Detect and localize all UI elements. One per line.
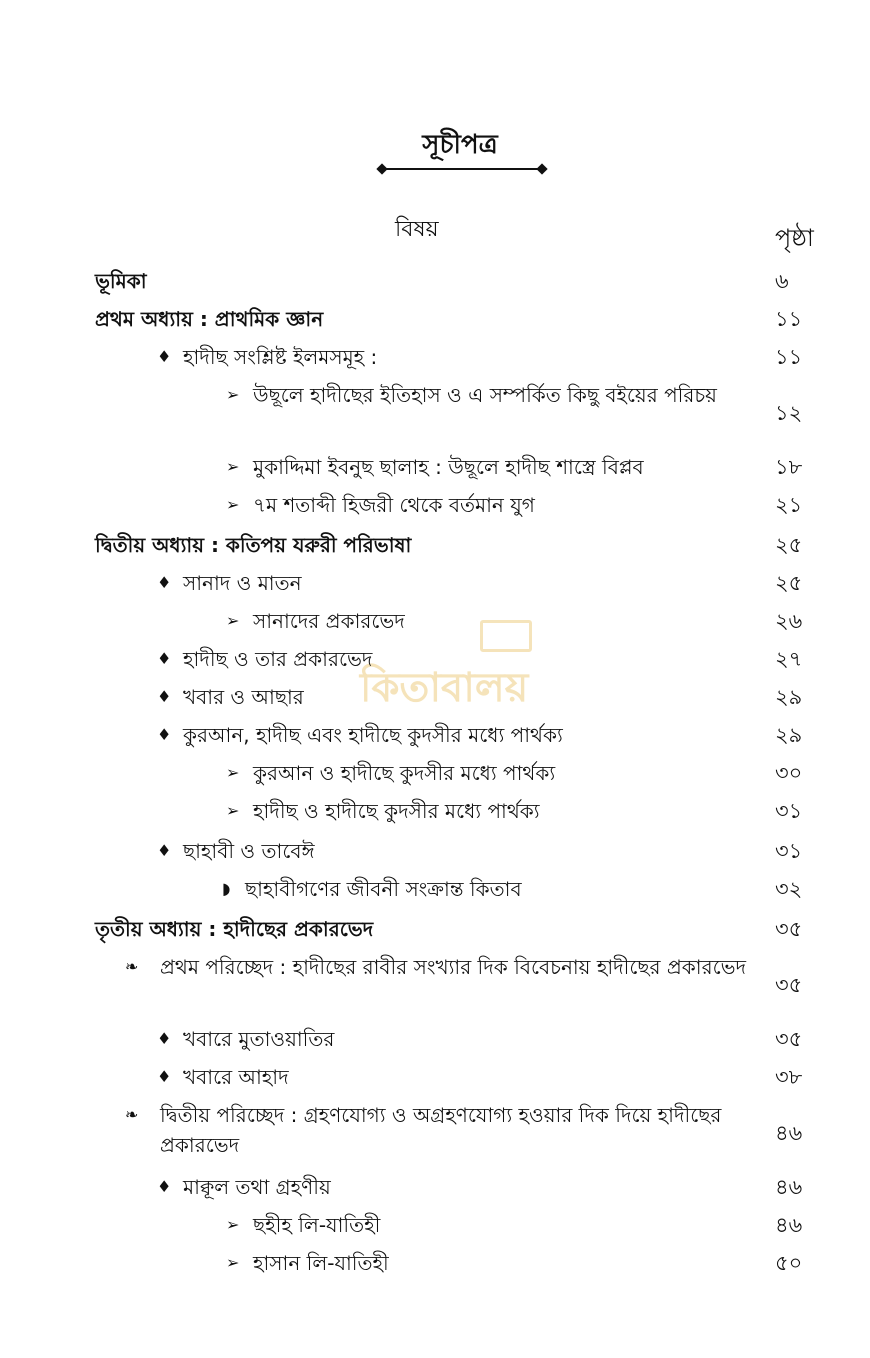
diamond-bullet-icon: ♦ bbox=[157, 1177, 172, 1196]
arrow-bullet-icon: ➢ bbox=[226, 385, 240, 404]
arrow-bullet-icon: ➢ bbox=[226, 1215, 240, 1234]
toc-entry-page: ২৫ bbox=[775, 571, 803, 595]
toc-entry-text: মুকাদ্দিমা ইবনুছ ছালাহ : উছূলে হাদীছ শাস্ত্রে বিপ্লব bbox=[253, 455, 644, 479]
diamond-bullet-icon: ♦ bbox=[157, 841, 172, 860]
page-column-header: পৃষ্ঠা bbox=[775, 224, 814, 252]
toc-entry-page: ১৮ bbox=[775, 455, 803, 479]
arrow-bullet-icon: ➢ bbox=[226, 457, 240, 476]
toc-entry-text: দ্বিতীয় অধ্যায় : কতিপয় যরুরী পরিভাষা bbox=[95, 533, 412, 557]
toc-entry-page: ৩১ bbox=[775, 839, 803, 863]
toc-entry-page: ২৫ bbox=[775, 533, 803, 557]
toc-entry-text: ৭ম শতাব্দী হিজরী থেকে বর্তমান যুগ bbox=[253, 493, 535, 517]
toc-entry-page: ২১ bbox=[775, 493, 803, 517]
toc-entry-page: ৪৬ bbox=[775, 1175, 803, 1199]
diamond-bullet-icon: ♦ bbox=[157, 687, 172, 706]
toc-entry-text: ছাহাবীগণের জীবনী সংক্রান্ত কিতাব bbox=[245, 877, 522, 901]
toc-entry-page: ৩২ bbox=[775, 877, 803, 901]
title-ornament-divider bbox=[382, 168, 542, 170]
toc-entry-page: ১২ bbox=[775, 401, 803, 425]
toc-entry-page: ৩৫ bbox=[775, 1027, 803, 1051]
toc-entry-page: ৩৫ bbox=[775, 917, 803, 941]
toc-entry-page: ৩৮ bbox=[775, 1065, 803, 1089]
toc-entry-page: ২৯ bbox=[775, 685, 803, 709]
toc-entry-text: কুরআন, হাদীছ এবং হাদীছে কুদসীর মধ্যে পার্থক্য bbox=[183, 723, 563, 747]
watermark-text: কিতাবালয় bbox=[360, 665, 529, 711]
book-icon bbox=[480, 620, 532, 652]
toc-entry-text: তৃতীয় অধ্যায় : হাদীছের প্রকারভেদ bbox=[95, 917, 374, 941]
floral-bullet-icon: ❧ bbox=[125, 1105, 139, 1124]
toc-entry-text: ছাহাবী ও তাবেঈ bbox=[183, 839, 315, 863]
toc-entry-text: দ্বিতীয় পরিচ্ছেদ : গ্রহণযোগ্য ও অগ্রহণযোগ্য হওয়ার দিক দিয়ে হাদীছের প্রকারভেদ bbox=[160, 1103, 722, 1157]
toc-entry-page: ৬ bbox=[775, 269, 789, 293]
toc-entry-text: সানাদের প্রকারভেদ bbox=[253, 609, 405, 633]
diamond-bullet-icon: ♦ bbox=[157, 649, 172, 668]
diamond-bullet-icon: ♦ bbox=[157, 573, 172, 592]
arrow-bullet-icon: ➢ bbox=[226, 1253, 240, 1272]
toc-entry-text: হাদীছ ও হাদীছে কুদসীর মধ্যে পার্থক্য bbox=[253, 799, 540, 823]
toc-entry-text: হাসান লি-যাতিহী bbox=[253, 1251, 389, 1275]
toc-entry-text: প্রথম অধ্যায় : প্রাথমিক জ্ঞান bbox=[95, 307, 324, 331]
toc-entry-page: ১১ bbox=[775, 307, 803, 331]
toc-entry-page: ৪৬ bbox=[775, 1213, 803, 1237]
toc-entry-text: ছহীহ লি-যাতিহী bbox=[253, 1213, 381, 1237]
toc-entry-text: খবারে আহাদ bbox=[183, 1065, 289, 1089]
toc-entry-page: ২৯ bbox=[775, 723, 803, 747]
toc-entry-text: খবারে মুতাওয়াতির bbox=[183, 1027, 335, 1051]
toc-entry-text: মাক্বূল তথা গ্রহণীয় bbox=[183, 1175, 331, 1199]
diamond-bullet-icon: ♦ bbox=[157, 1029, 172, 1048]
diamond-bullet-icon: ♦ bbox=[157, 1067, 172, 1086]
toc-entry-text: হাদীছ ও তার প্রকারভেদ bbox=[183, 647, 373, 671]
page-title: সূচীপত্র bbox=[422, 130, 498, 160]
toc-entry-text: খবার ও আছার bbox=[183, 685, 304, 709]
arrow-bullet-icon: ➢ bbox=[226, 801, 240, 820]
toc-entry-page: ২৭ bbox=[775, 647, 803, 671]
toc-entry-text: সানাদ ও মাতন bbox=[183, 571, 302, 595]
arrow-bullet-icon: ➢ bbox=[226, 611, 240, 630]
toc-entry-text: কুরআন ও হাদীছে কুদসীর মধ্যে পার্থক্য bbox=[253, 761, 556, 785]
subject-column-header: বিষয় bbox=[395, 217, 439, 242]
toc-entry-page: ৩১ bbox=[775, 799, 803, 823]
diamond-bullet-icon: ♦ bbox=[157, 725, 172, 744]
toc-entry-text: উছূলে হাদীছের ইতিহাস ও এ সম্পর্কিত কিছু বইয়ের পরিচয় bbox=[253, 383, 717, 407]
diamond-bullet-icon: ♦ bbox=[157, 347, 172, 366]
arrow-bullet-icon: ➢ bbox=[226, 495, 240, 514]
toc-entry-text: ভূমিকা bbox=[95, 269, 147, 293]
toc-entry-page: ৩০ bbox=[775, 761, 803, 785]
arrow-bullet-icon: ➢ bbox=[226, 763, 240, 782]
toc-entry-page: ৫০ bbox=[775, 1251, 803, 1275]
toc-entry-page: ১১ bbox=[775, 345, 803, 369]
half-circle-bullet-icon: ◗ bbox=[222, 879, 231, 898]
toc-entry-text: হাদীছ সংশ্লিষ্ট ইলমসমূহ : bbox=[183, 345, 378, 369]
toc-entry-page: ৪৬ bbox=[775, 1121, 803, 1145]
toc-entry-page: ২৬ bbox=[775, 609, 803, 633]
floral-bullet-icon: ❧ bbox=[125, 957, 139, 976]
toc-entry-text: প্রথম পরিচ্ছেদ : হাদীছের রাবীর সংখ্যার দিক বিবেচনায় হাদীছের প্রকারভেদ bbox=[160, 955, 747, 979]
toc-entry-page: ৩৫ bbox=[775, 973, 803, 997]
